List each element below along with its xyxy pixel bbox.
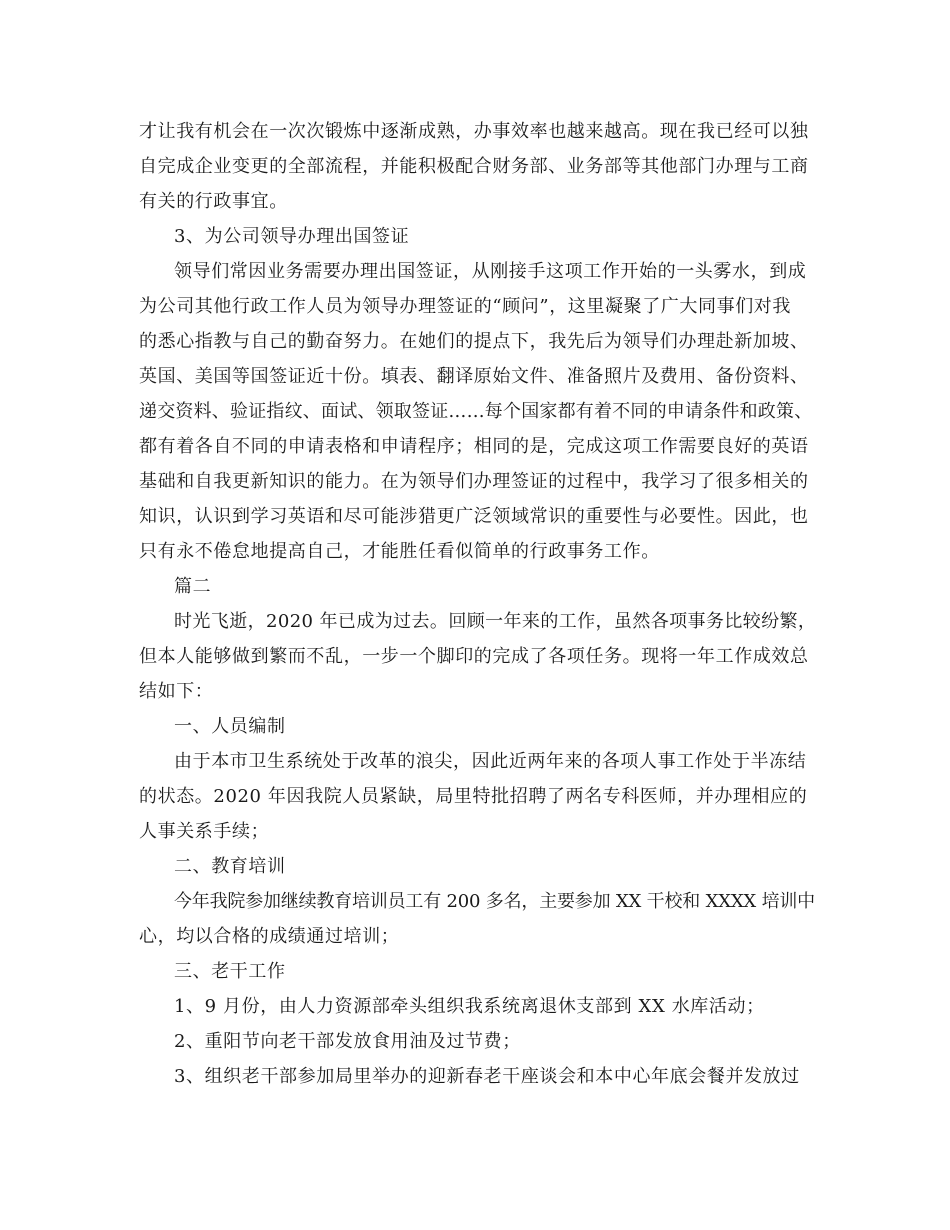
text-line: 才让我有机会在一次次锻炼中逐渐成熟，办事效率也越来越高。现在我已经可以独 [139, 121, 809, 142]
text-line: 有关的行政事宜。 [139, 191, 288, 212]
text-line: 但本人能够做到繁而不乱，一步一个脚印的完成了各项任务。现将一年工作成效总 [139, 646, 809, 667]
text-line: 心，均以合格的成绩通过培训； [139, 926, 400, 947]
text-line: 篇二 [174, 576, 212, 597]
document-body [139, 114, 819, 1094]
text-line: 人事关系手续； [139, 821, 270, 842]
text-line: 今年我院参加继续教育培训员工有 200 多名，主要参加 XX 干校和 XXXX 培训中 [174, 891, 815, 912]
text-line: 时光飞逝，2020 年已成为过去。回顾一年来的工作，虽然各项事务比较纷繁， [174, 611, 817, 632]
text-line: 三、老干工作 [174, 961, 286, 982]
text-line: 只有永不倦怠地提高自己，才能胜任看似简单的行政事务工作。 [139, 541, 660, 562]
text-line: 自完成企业变更的全部流程，并能积极配合财务部、业务部等其他部门办理与工商 [139, 156, 809, 177]
text-line: 都有着各自不同的申请表格和申请程序；相同的是，完成这项工作需要良好的英语 [139, 436, 809, 457]
text-line: 3、为公司领导办理出国签证 [174, 226, 410, 247]
text-line: 领导们常因业务需要办理出国签证，从刚接手这项工作开始的一头雾水，到成 [174, 261, 807, 282]
text-line: 的悉心指教与自己的勤奋努力。在她们的提点下，我先后为领导们办理赴新加坡、 [139, 331, 809, 352]
text-line: 递交资料、验证指纹、面试、领取签证……每个国家都有着不同的申请条件和政策、 [139, 401, 813, 422]
text-line: 为公司其他行政工作人员为领导办理签证的“顾问”，这里凝聚了广大同事们对我 [139, 296, 792, 317]
text-line: 知识，认识到学习英语和尽可能涉猎更广泛领域常识的重要性与必要性。因此，也 [139, 506, 809, 527]
text-line: 一、人员编制 [174, 716, 286, 737]
text-line: 的状态。2020 年因我院人员紧缺，局里特批招聘了两名专科医师，并办理相应的 [139, 786, 808, 807]
text-line: 二、教育培训 [174, 856, 286, 877]
text-line: 由于本市卫生系统处于改革的浪尖，因此近两年来的各项人事工作处于半冻结 [174, 751, 807, 772]
text-line: 1、9 月份，由人力资源部牵头组织我系统离退休支部到 XX 水库活动； [174, 996, 765, 1017]
text-line: 2、重阳节向老干部发放食用油及过节费； [174, 1031, 521, 1052]
text-line: 结如下： [139, 681, 214, 702]
text-line: 3、组织老干部参加局里举办的迎新春老干座谈会和本中心年底会餐并发放过 [174, 1066, 800, 1087]
text-line: 基础和自我更新知识的能力。在为领导们办理签证的过程中，我学习了很多相关的 [139, 471, 809, 492]
text-line: 英国、美国等国签证近十份。填表、翻译原始文件、准备照片及费用、备份资料、 [139, 366, 809, 387]
